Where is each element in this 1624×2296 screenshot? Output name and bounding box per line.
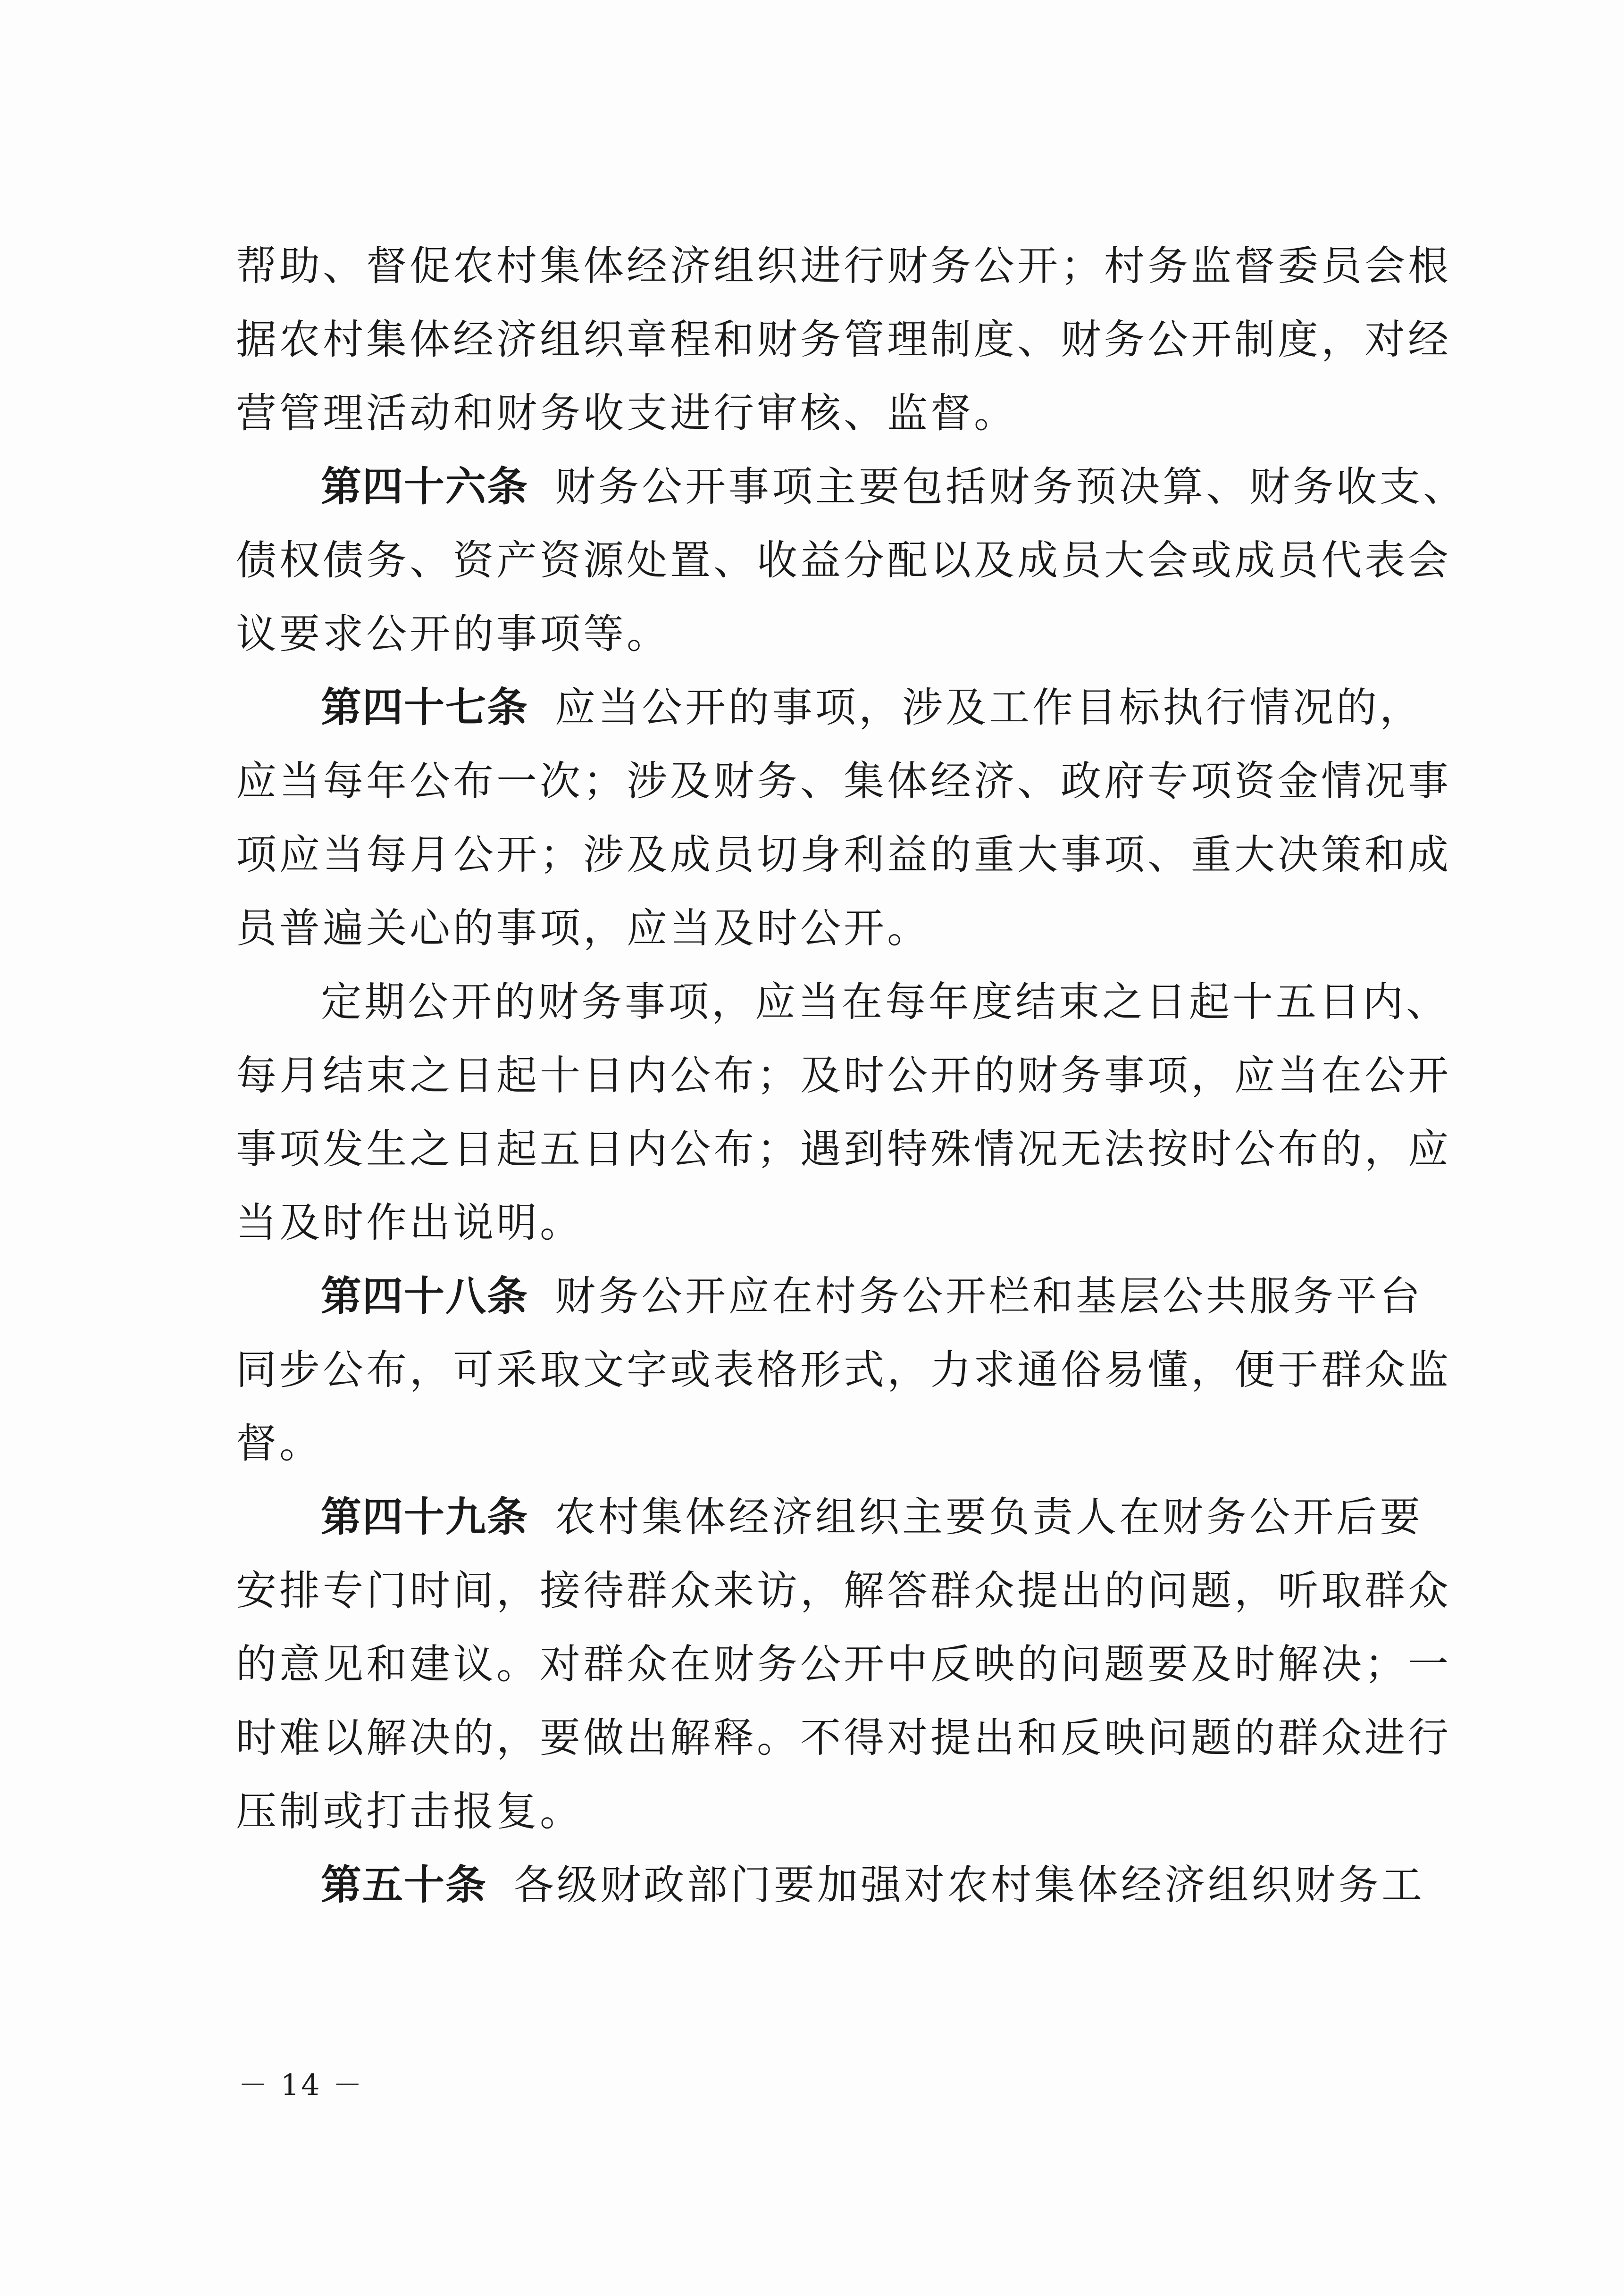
article-48-first-line	[236, 1272, 1423, 1321]
text-line: 议要求公开的事项等。	[236, 610, 670, 658]
text-line: 当及时作出说明。	[236, 1199, 583, 1246]
article-text: 应当公开的事项，涉及工作目标执行情况的，	[555, 684, 1423, 731]
article-text: 各级财政部门要加强对农村集体经济组织财务工	[513, 1862, 1425, 1909]
text-line: 营管理活动和财务收支进行审核、监督。	[236, 390, 1017, 437]
text-line: 据农村集体经济组织章程和财务管理制度、财务公开制度，对经	[236, 316, 1451, 363]
article-text: 农村集体经济组织主要负责人在财务公开后要	[555, 1494, 1423, 1541]
text-line: 督。	[236, 1420, 323, 1467]
article-47-first-line	[236, 683, 1423, 732]
article-heading: 第五十条	[321, 1861, 487, 1909]
document-body	[236, 242, 1466, 1934]
article-heading: 第四十八条	[321, 1272, 528, 1320]
article-heading: 第四十九条	[321, 1493, 528, 1541]
text-line: 的意见和建议。对群众在财务公开中反映的问题要及时解决；一	[236, 1641, 1451, 1688]
article-heading: 第四十七条	[321, 684, 528, 731]
text-line: 项应当每月公开；涉及成员切身利益的重大事项、重大决策和成	[236, 831, 1451, 878]
text-line: 员普遍关心的事项，应当及时公开。	[236, 905, 930, 952]
article-50-first-line	[236, 1861, 1425, 1910]
text-line: 债权债务、资产资源处置、收益分配以及成员大会或成员代表会	[236, 537, 1451, 584]
text-line: 每月结束之日起十日内公布；及时公开的财务事项，应当在公开	[236, 1052, 1451, 1099]
text-line: 安排专门时间，接待群众来访，解答群众提出的问题，听取群众	[236, 1567, 1451, 1614]
paragraph-first-line: 定期公开的财务事项，应当在每年度结束之日起十五日内、	[321, 978, 1449, 1026]
text-line: 同步公布，可采取文字或表格形式，力求通俗易懂，便于群众监	[236, 1346, 1451, 1394]
article-text: 财务公开事项主要包括财务预决算、财务收支、	[555, 463, 1466, 510]
article-heading: 第四十六条	[321, 463, 528, 510]
text-line: 事项发生之日起五日内公布；遇到特殊情况无法按时公布的，应	[236, 1126, 1451, 1173]
text-line: 帮助、督促农村集体经济组织进行财务公开；村务监督委员会根	[236, 242, 1451, 290]
text-line: 压制或打击报复。	[236, 1788, 583, 1835]
text-line: 应当每年公布一次；涉及财务、集体经济、政府专项资金情况事	[236, 758, 1451, 805]
article-46-first-line	[236, 462, 1466, 511]
page-number: － 14 －	[238, 2068, 364, 2102]
text-line: 时难以解决的，要做出解释。不得对提出和反映问题的群众进行	[236, 1714, 1451, 1762]
article-text: 财务公开应在村务公开栏和基层公共服务平台	[555, 1273, 1423, 1320]
article-49-first-line	[236, 1493, 1423, 1542]
